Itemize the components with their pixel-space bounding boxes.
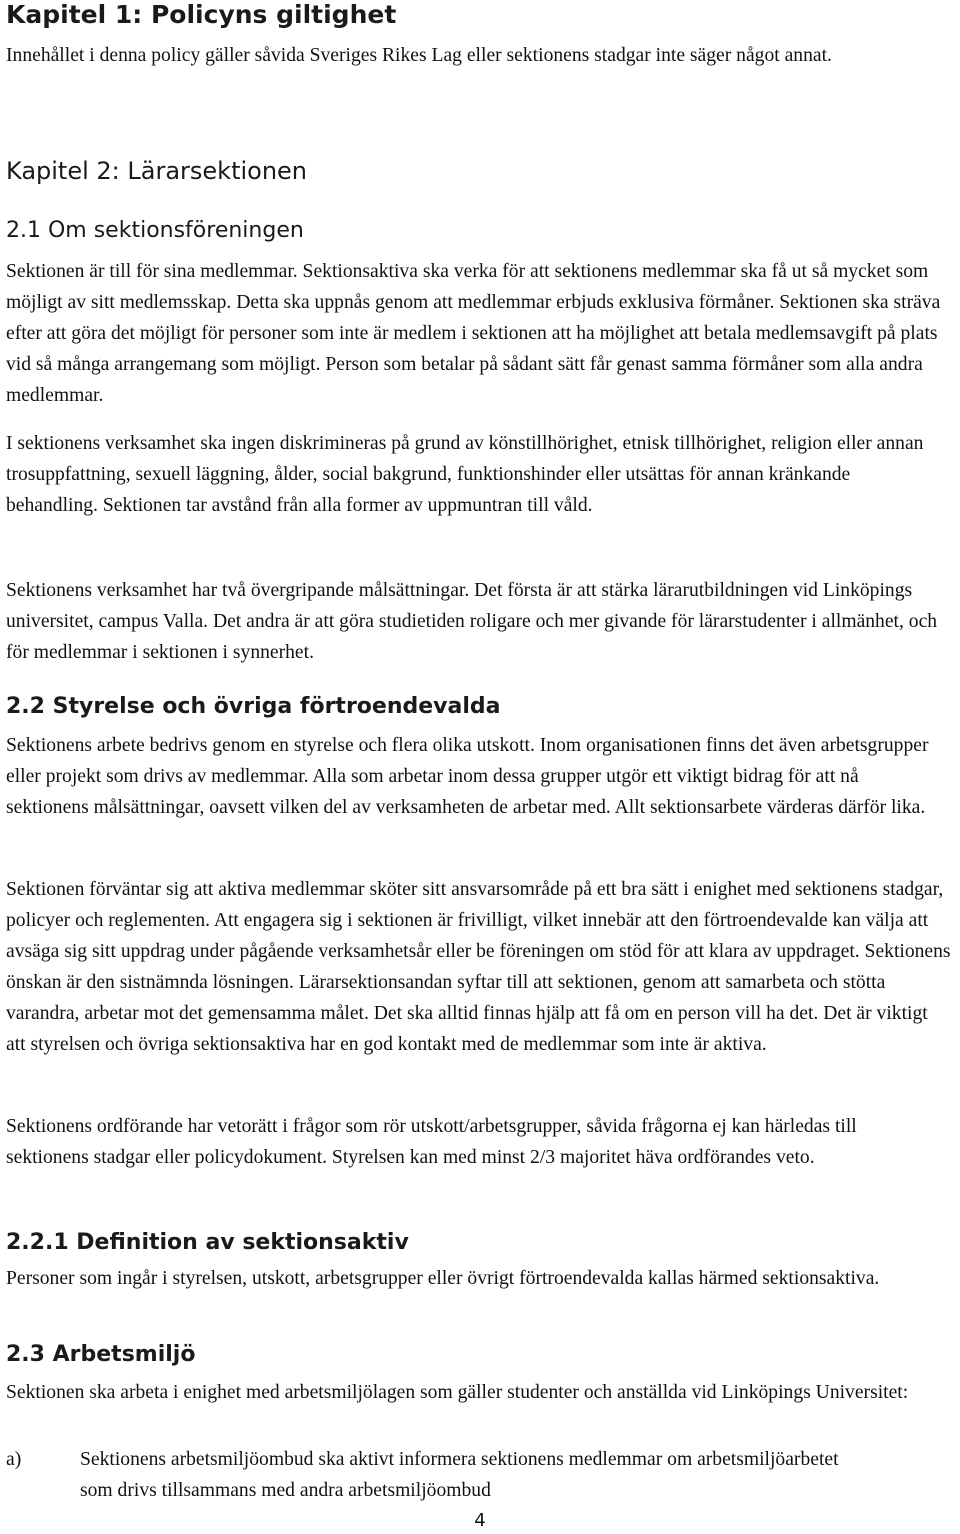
section-2-2-title: 2.2 Styrelse och övriga förtroendevalda xyxy=(6,694,501,719)
page-number: 4 xyxy=(474,1510,486,1531)
list-marker: a) xyxy=(6,1449,22,1470)
section-2-1-paragraph-1: Sektionen är till för sina medlemmar. Sektionsaktiva ska verka för att sektionens medlemmar ska få ut så mycket som möjligt av sitt medlemsskap. Detta ska uppnås genom att medlemmar erbjuds exklusiva förmåner. Sektionen ska sträva efter att göra det möjligt för personer som inte är medlem i sektionen att ha möjlighet att betala medlemsavgift på plats vid så många arrangemang som möjligt. Person som betalar på sådant sätt får genast samma förmåner som alla andra medlemmar. xyxy=(6,261,941,406)
section-2-3-title: 2.3 Arbetsmiljö xyxy=(6,1342,196,1367)
section-2-2-1-paragraph: Personer som ingår i styrelsen, utskott, arbetsgrupper eller övrigt förtroendevalda kallas härmed sektionsaktiva. xyxy=(6,1268,880,1289)
list-item-text: Sektionens arbetsmiljöombud ska aktivt informera sektionens medlemmar om arbetsmiljöarbetet som drivs tillsammans med andra arbetsmiljöombud xyxy=(80,1449,839,1501)
section-2-2-paragraph-1: Sektionens arbete bedrivs genom en styrelse och flera olika utskott. Inom organisationen finns det även arbetsgrupper eller projekt som drivs av medlemmar. Alla som arbetar inom dessa grupper utgör ett viktigt bidrag för att nå sektionens målsättningar, oavsett vilken del av verksamheten de arbetar med. Allt sektionsarbete värderas därför lika. xyxy=(6,735,929,818)
section-2-1-paragraph-2: I sektionens verksamhet ska ingen diskrimineras på grund av könstillhörighet, etnisk tillhörighet, religion eller annan trosuppfattning, sexuell läggning, ålder, social bakgrund, funktionshinder eller utsättas för annan kränkande behandling. Sektionen tar avstånd från alla former av uppmuntran till våld. xyxy=(6,433,924,516)
section-2-2-1-title: 2.2.1 Definition av sektionsaktiv xyxy=(6,1230,409,1255)
section-2-1-title: 2.1 Om sektionsföreningen xyxy=(6,218,304,243)
chapter-1-text: Innehållet i denna policy gäller såvida Sveriges Rikes Lag eller sektionens stadgar inte säger något annat. xyxy=(6,45,832,66)
chapter-1-title: Kapitel 1: Policyns giltighet xyxy=(6,0,397,29)
section-2-2-paragraph-2: Sektionen förväntar sig att aktiva medlemmar sköter sitt ansvarsområde på ett bra sätt i enighet med sektionens stadgar, policyer och reglementen. Att engagera sig i sektionen är frivilligt, vilket innebär att den förtroendevalde kan välja att avsäga sig sitt uppdrag under pågående verksamhetsår eller be föreningen om stöd för att klara av uppdraget. Sektionens önskan är den sistnämnda lösningen. Lärarsektionsandan syftar till att sektionen, genom att samarbeta och stötta varandra, arbetar mot det gemensamma målet. Det ska alltid finnas hjälp att få om en person vill ha det. Det är viktigt att styrelsen och övriga sektionsaktiva har en god kontakt med de medlemmar som inte är aktiva. xyxy=(6,879,951,1055)
section-2-3-paragraph: Sektionen ska arbeta i enighet med arbetsmiljölagen som gäller studenter och anställda vid Linköpings Universitet: xyxy=(6,1382,909,1403)
section-2-2-paragraph-3: Sektionens ordförande har vetorätt i frågor som rör utskott/arbetsgrupper, såvida frågorna ej kan härledas till sektionens stadgar eller policydokument. Styrelsen kan med minst 2/3 majoritet häva ordförandes veto. xyxy=(6,1116,857,1168)
chapter-2-title: Kapitel 2: Lärarsektionen xyxy=(6,157,308,185)
section-2-1-paragraph-3: Sektionens verksamhet har två övergripande målsättningar. Det första är att stärka lärarutbildningen vid Linköpings universitet, campus Valla. Det andra är att göra studietiden roligare och mer givande för lärarstudenter i allmänhet, och för medlemmar i sektionen i synnerhet. xyxy=(6,580,938,663)
arbetsmiljo-list xyxy=(6,1444,956,1506)
list-item xyxy=(6,1444,956,1506)
